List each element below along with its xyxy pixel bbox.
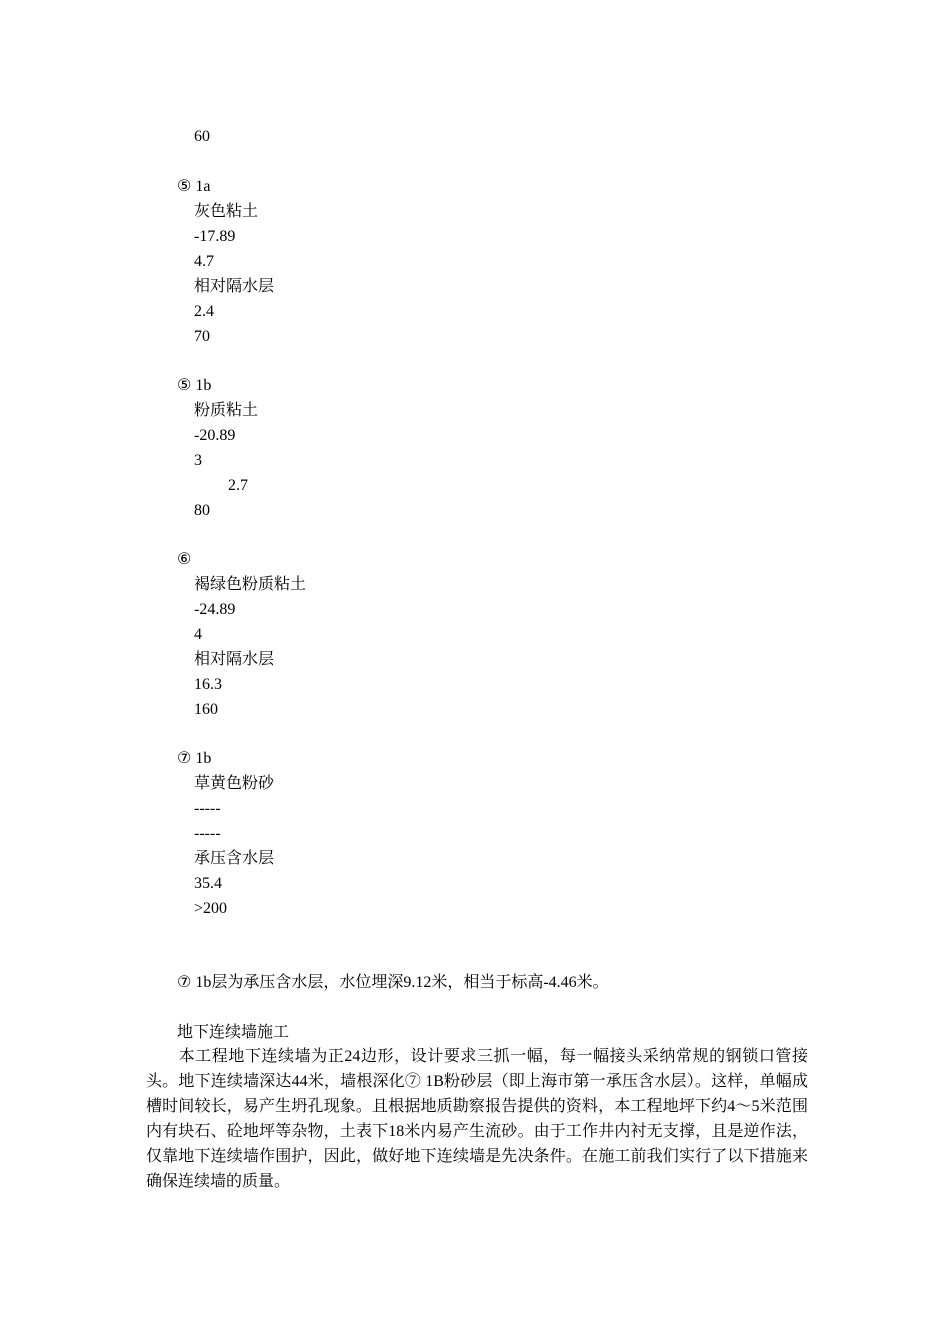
row1-property: 相对隔水层 (194, 278, 275, 295)
row3-layer-id: ⑥ (177, 551, 192, 568)
row1-layer-id: ⑤ 1a (177, 178, 211, 195)
row3-thickness: 4 (194, 626, 202, 643)
row1-soil-name: 灰色粘土 (194, 203, 259, 220)
row4-property: 承压含水层 (194, 850, 275, 867)
row3-value5: 16.3 (194, 676, 222, 693)
row2-value6: 80 (194, 502, 210, 519)
aquifer-note: ⑦ 1b层为承压含水层，水位埋深9.12米，相当于标高-4.46米。 (177, 974, 609, 991)
row3-soil-name: 褐绿色粉质粘土 (194, 576, 307, 593)
row2-elevation: -20.89 (194, 427, 236, 444)
row4-layer-id: ⑦ 1b (177, 750, 212, 767)
row3-value6: 160 (194, 701, 218, 718)
section-body (146, 1044, 808, 1194)
row4-thickness: ----- (194, 825, 221, 842)
row4-soil-name: 草黄色粉砂 (194, 775, 275, 792)
row2-value5: 2.7 (228, 477, 248, 494)
row1-value5: 2.4 (194, 303, 214, 320)
row0-value6: 60 (194, 128, 210, 145)
row2-layer-id: ⑤ 1b (177, 377, 212, 394)
row4-elevation: ----- (194, 800, 221, 817)
section-body-text: 本工程地下连续墙为正24边形，设计要求三抓一幅，每一幅接头采纳常规的钢锁口管接头。地下连续墙深达44米，墙根深化⑦ 1B粉砂层（即上海市第一承压含水层）。这样，单幅成槽时间较长，易产生坍孔现象。且根据地质勘察报告提供的资料，本工程地坪下约4～5米范围内有块石、砼地坪等杂物，土表下18米内易产生流砂。由于工作井内衬无支撑，且是逆作法，仅靠地下连续墙作围护，因此，做好地下连续墙是先决条件。在施工前我们实行了以下措施来确保连续墙的质量。 (146, 1048, 808, 1190)
row2-thickness: 3 (194, 452, 202, 469)
row2-soil-name: 粉质粘土 (194, 402, 259, 419)
row4-value5: 35.4 (194, 875, 222, 892)
row1-elevation: -17.89 (194, 228, 236, 245)
row4-value6: >200 (194, 900, 228, 917)
row1-thickness: 4.7 (194, 253, 214, 270)
row3-elevation: -24.89 (194, 601, 236, 618)
row1-value6: 70 (194, 328, 210, 345)
row3-property: 相对隔水层 (194, 651, 275, 668)
section-heading: 地下连续墙施工 (177, 1024, 290, 1041)
